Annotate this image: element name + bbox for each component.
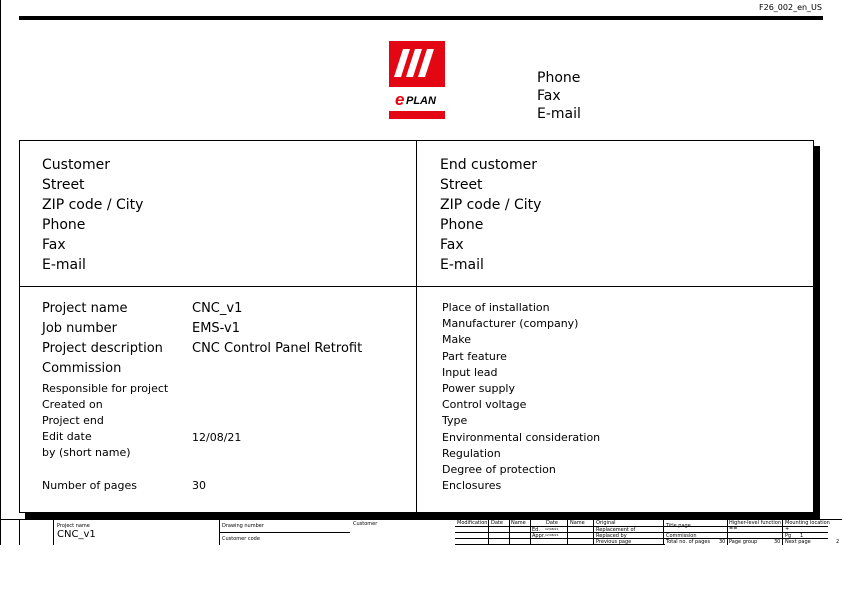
customer-street: Street bbox=[42, 177, 85, 193]
tb-page-group: Page group bbox=[729, 539, 758, 545]
by-short-name-label: by (short name) bbox=[42, 446, 131, 459]
tb-vline-g bbox=[567, 519, 568, 545]
tb-title-page: Title page bbox=[666, 523, 691, 529]
tb-customer-code-label: Customer code bbox=[222, 536, 260, 542]
project-description-label: Project description bbox=[42, 341, 163, 356]
tb-vline-b bbox=[53, 519, 54, 545]
tb-pg-label: Pg bbox=[785, 533, 792, 539]
frame-divider-vertical bbox=[416, 140, 417, 513]
header-email: E-mail bbox=[537, 106, 581, 122]
control-voltage-label: Control voltage bbox=[442, 398, 527, 412]
end-customer-zip: ZIP code / City bbox=[440, 197, 542, 213]
tb-vline-j bbox=[727, 519, 728, 545]
installation-labels bbox=[442, 300, 600, 494]
end-customer-fax: Fax bbox=[440, 237, 464, 253]
project-end-label: Project end bbox=[42, 414, 104, 427]
customer-label: Customer bbox=[42, 157, 111, 173]
tb-vline-f bbox=[530, 519, 531, 545]
top-rule bbox=[19, 16, 823, 20]
tb-vline-k bbox=[782, 519, 783, 545]
tb-total-pages: 30 bbox=[719, 539, 726, 545]
project-name-value: CNC_v1 bbox=[192, 301, 243, 316]
tb-vline-e bbox=[509, 519, 510, 545]
tb-ed: Ed. bbox=[532, 527, 540, 533]
tb-vline-d bbox=[488, 519, 489, 545]
tb-original: Original bbox=[596, 520, 616, 526]
project-labels bbox=[42, 299, 163, 379]
number-of-pages-label: Number of pages bbox=[42, 479, 137, 492]
tb-date-col: Date bbox=[491, 520, 503, 526]
project-small-labels bbox=[42, 381, 168, 461]
edit-date-value: 12/08/21 bbox=[192, 431, 242, 444]
svg-text:e: e bbox=[395, 90, 405, 109]
tb-previous-page: Previous page bbox=[596, 539, 632, 545]
header-contacts bbox=[537, 69, 581, 123]
tb-next-page-value: 2 bbox=[836, 539, 840, 545]
end-customer-label: End customer bbox=[440, 157, 537, 173]
tb-drawing-number-label: Drawing number bbox=[222, 523, 264, 529]
tb-modification: Modification bbox=[457, 520, 488, 526]
tb-hline-4 bbox=[455, 544, 665, 545]
edit-date-label: Edit date bbox=[42, 430, 92, 443]
end-customer-street: Street bbox=[440, 177, 483, 193]
customer-email: E-mail bbox=[42, 257, 86, 273]
tb-name-col: Name bbox=[511, 520, 526, 526]
input-lead-label: Input lead bbox=[442, 365, 498, 379]
power-supply-label: Power supply bbox=[442, 382, 515, 396]
tb-replaced-by: Replaced by bbox=[596, 533, 627, 539]
tb-project-name: CNC_v1 bbox=[57, 529, 96, 540]
tb-hline-2 bbox=[455, 532, 828, 533]
tb-replacement-of: Replacement of bbox=[596, 527, 636, 533]
tb-project-name-label: Project name bbox=[57, 523, 90, 529]
manufacturer-label: Manufacturer (company) bbox=[442, 317, 579, 331]
tb-name-col-2: Name bbox=[570, 520, 585, 526]
tb-ed-date: 12/08/21 bbox=[545, 527, 559, 531]
header-fax: Fax bbox=[537, 88, 561, 104]
tb-hline-1 bbox=[455, 526, 828, 527]
enclosures-label: Enclosures bbox=[442, 479, 502, 493]
number-of-pages-value: 30 bbox=[192, 479, 206, 492]
customer-block bbox=[42, 155, 143, 275]
place-of-installation-label: Place of installation bbox=[442, 301, 550, 314]
commission-label: Commission bbox=[42, 361, 122, 376]
title-block-top-line bbox=[0, 519, 842, 520]
tb-hline-drawing bbox=[219, 532, 350, 533]
tb-next-page: Next page bbox=[785, 539, 811, 545]
header-phone: Phone bbox=[537, 70, 581, 86]
customer-zip: ZIP code / City bbox=[42, 197, 144, 213]
eplan-logo bbox=[389, 41, 445, 119]
project-description-value: CNC Control Panel Retrofit bbox=[192, 341, 363, 356]
frame-divider-horizontal bbox=[19, 286, 814, 287]
tb-total-pages-label: Total no. of pages bbox=[666, 539, 711, 545]
environmental-label: Environmental consideration bbox=[442, 430, 601, 444]
form-code: F26_002_en_US bbox=[759, 3, 822, 12]
type-label: Type bbox=[442, 414, 468, 428]
tb-appr: Appr. bbox=[532, 533, 545, 539]
tb-higher-level-value: == bbox=[729, 526, 738, 532]
responsible-label: Responsible for project bbox=[42, 382, 169, 395]
customer-phone: Phone bbox=[42, 217, 86, 233]
job-number-label: Job number bbox=[42, 321, 117, 336]
project-name-label: Project name bbox=[42, 301, 128, 316]
tb-page-group-value: 30 bbox=[774, 539, 781, 545]
job-number-value: EMS-v1 bbox=[192, 321, 240, 336]
end-customer-phone: Phone bbox=[440, 217, 484, 233]
customer-fax: Fax bbox=[42, 237, 66, 253]
tb-customer-label: Customer bbox=[353, 521, 378, 527]
part-feature-label: Part feature bbox=[442, 349, 507, 363]
tb-commission: Commission bbox=[666, 533, 697, 539]
eplan-logo-icon bbox=[389, 41, 445, 119]
tb-hline-3 bbox=[455, 538, 828, 539]
tb-appr-date: 12/08/21 bbox=[545, 533, 559, 537]
regulation-label: Regulation bbox=[442, 446, 501, 460]
tb-date-col-2: Date bbox=[546, 520, 558, 526]
degree-of-protection-label: Degree of protection bbox=[442, 463, 556, 477]
project-values bbox=[192, 299, 362, 359]
page-left-border bbox=[0, 0, 1, 545]
created-on-label: Created on bbox=[42, 398, 103, 411]
svg-text:PLAN: PLAN bbox=[406, 95, 436, 107]
tb-mounting-location: Mounting location bbox=[785, 520, 830, 526]
end-customer-email: E-mail bbox=[440, 257, 484, 273]
tb-pg-value: 1 bbox=[800, 533, 804, 539]
end-customer-block bbox=[440, 155, 541, 275]
tb-mounting-value: + bbox=[785, 526, 790, 532]
tb-vline-a bbox=[19, 519, 20, 545]
make-label: Make bbox=[442, 333, 471, 347]
tb-vline-h bbox=[593, 519, 594, 545]
tb-higher-level: Higher-level function bbox=[729, 520, 782, 526]
tb-vline-i bbox=[663, 519, 664, 545]
